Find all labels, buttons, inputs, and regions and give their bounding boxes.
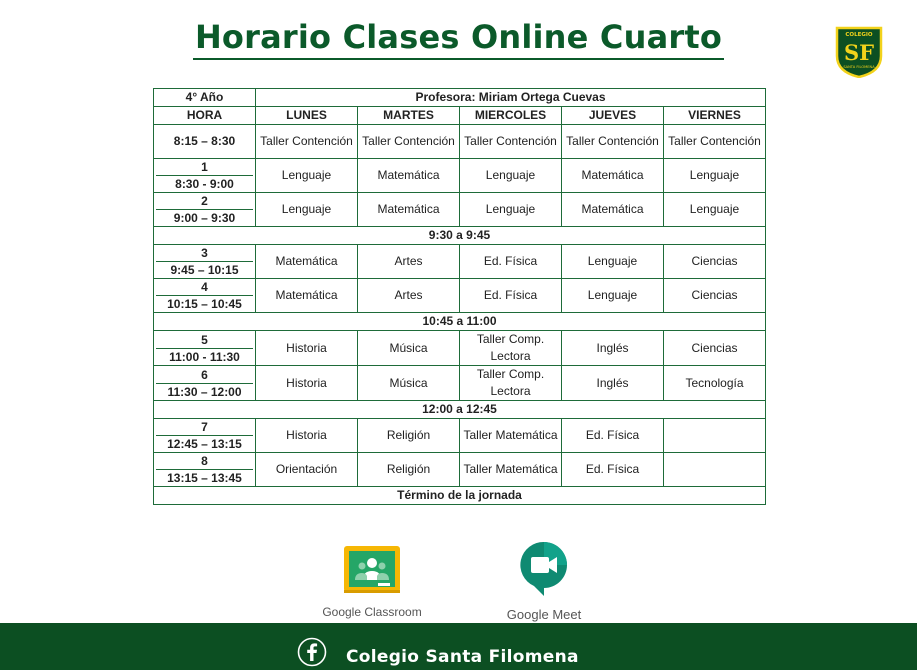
period-cell <box>154 159 256 193</box>
teacher-cell: Profesora: Miriam Ortega Cuevas <box>256 89 766 107</box>
footer-bar <box>0 623 917 670</box>
class-cell: Matemática <box>358 193 460 227</box>
period-time: 13:15 – 13:45 <box>167 471 242 485</box>
class-cell: Artes <box>358 279 460 313</box>
google-classroom-link[interactable] <box>310 544 434 619</box>
page-title-wrap <box>0 18 917 60</box>
class-cell: Ed. Física <box>460 245 562 279</box>
table-header-row <box>154 107 766 125</box>
class-cell: Ciencias <box>664 245 766 279</box>
class-cell: Lenguaje <box>460 159 562 193</box>
class-cell: Música <box>358 366 460 401</box>
period-cell <box>154 245 256 279</box>
class-cell: Ed. Física <box>460 279 562 313</box>
period-cell <box>154 193 256 227</box>
class-cell: Religión <box>358 419 460 453</box>
table-row <box>154 159 766 193</box>
period-time: 12:45 – 13:15 <box>167 437 242 451</box>
class-cell: Ed. Física <box>562 453 664 487</box>
school-crest-logo <box>834 26 884 78</box>
crest-monogram: SF <box>843 40 875 65</box>
google-meet-link[interactable] <box>496 540 592 622</box>
table-row <box>154 89 766 107</box>
period-cell <box>154 331 256 366</box>
day-header: MARTES <box>358 107 460 125</box>
table-row <box>154 245 766 279</box>
class-cell: Matemática <box>562 159 664 193</box>
google-classroom-icon <box>342 544 402 596</box>
table-row <box>154 193 766 227</box>
class-cell: Matemática <box>256 279 358 313</box>
period-time: 9:00 – 9:30 <box>173 211 236 225</box>
class-cell: Taller Matemática <box>460 419 562 453</box>
class-cell: Lenguaje <box>664 193 766 227</box>
class-cell: Lenguaje <box>460 193 562 227</box>
break-cell: 12:00 a 12:45 <box>154 401 766 419</box>
facebook-icon[interactable] <box>297 637 327 667</box>
end-cell: Término de la jornada <box>154 487 766 505</box>
class-cell <box>664 419 766 453</box>
class-cell: Religión <box>358 453 460 487</box>
break-cell: 9:30 a 9:45 <box>154 227 766 245</box>
app-links <box>0 540 917 620</box>
period-cell <box>154 453 256 487</box>
class-cell: Taller Comp. Lectora <box>460 331 562 366</box>
table-row <box>154 453 766 487</box>
class-cell: Matemática <box>562 193 664 227</box>
class-cell: Inglés <box>562 366 664 401</box>
class-cell: Música <box>358 331 460 366</box>
period-cell <box>154 419 256 453</box>
table-row <box>154 331 766 366</box>
break-row <box>154 313 766 331</box>
class-cell: Historia <box>256 331 358 366</box>
period-number: 8 <box>156 453 253 470</box>
google-meet-icon <box>519 540 569 598</box>
period-number: 3 <box>156 245 253 262</box>
period-cell <box>154 279 256 313</box>
google-meet-label: Google Meet <box>506 607 582 622</box>
class-cell: Matemática <box>358 159 460 193</box>
period-cell <box>154 366 256 401</box>
class-cell: Historia <box>256 366 358 401</box>
table-row <box>154 125 766 159</box>
class-cell: Lenguaje <box>256 193 358 227</box>
class-cell: Lenguaje <box>256 159 358 193</box>
class-cell: Ciencias <box>664 331 766 366</box>
day-header: MIERCOLES <box>460 107 562 125</box>
class-cell: Taller Contención <box>460 125 562 159</box>
period-number: 1 <box>156 159 253 176</box>
table-row <box>154 419 766 453</box>
schedule-table <box>153 88 766 505</box>
period-number: 4 <box>156 279 253 296</box>
class-cell: Matemática <box>256 245 358 279</box>
period-time: 11:30 – 12:00 <box>167 384 242 399</box>
class-cell: Tecnología <box>664 366 766 401</box>
class-cell: Ciencias <box>664 279 766 313</box>
period-number: 6 <box>156 367 253 384</box>
period-time: 11:00 - 11:30 <box>169 349 240 364</box>
class-cell: Taller Contención <box>664 125 766 159</box>
table-row <box>154 366 766 401</box>
class-cell: Taller Contención <box>562 125 664 159</box>
class-cell: Taller Comp. Lectora <box>460 366 562 401</box>
footer-school-name: Colegio Santa Filomena <box>346 647 579 667</box>
day-header: JUEVES <box>562 107 664 125</box>
crest-line2: SANTA FILOMENA <box>843 65 875 69</box>
class-cell: Taller Matemática <box>460 453 562 487</box>
period-time: 10:15 – 10:45 <box>167 297 242 311</box>
class-cell: Historia <box>256 419 358 453</box>
table-row <box>154 279 766 313</box>
class-cell: Lenguaje <box>562 245 664 279</box>
hora-header: HORA <box>154 107 256 125</box>
class-cell <box>664 453 766 487</box>
class-cell: Lenguaje <box>562 279 664 313</box>
break-row <box>154 401 766 419</box>
day-header: LUNES <box>256 107 358 125</box>
break-cell: 10:45 a 11:00 <box>154 313 766 331</box>
day-header: VIERNES <box>664 107 766 125</box>
grade-cell: 4° Año <box>154 89 256 107</box>
class-cell: Taller Contención <box>256 125 358 159</box>
period-number: 7 <box>156 419 253 436</box>
period-time: 8:30 - 9:00 <box>175 177 234 191</box>
time-cell: 8:15 – 8:30 <box>154 125 256 159</box>
period-number: 2 <box>156 193 253 210</box>
class-cell: Taller Contención <box>358 125 460 159</box>
period-time: 9:45 – 10:15 <box>170 263 239 277</box>
break-row <box>154 227 766 245</box>
google-classroom-label: Google Classroom <box>322 605 422 619</box>
class-cell: Artes <box>358 245 460 279</box>
page-title: Horario Clases Online Cuarto <box>193 18 724 60</box>
class-cell: Inglés <box>562 331 664 366</box>
crest-line1: COLEGIO <box>845 32 873 38</box>
class-cell: Orientación <box>256 453 358 487</box>
class-cell: Lenguaje <box>664 159 766 193</box>
period-number: 5 <box>156 332 253 349</box>
end-row <box>154 487 766 505</box>
class-cell: Ed. Física <box>562 419 664 453</box>
